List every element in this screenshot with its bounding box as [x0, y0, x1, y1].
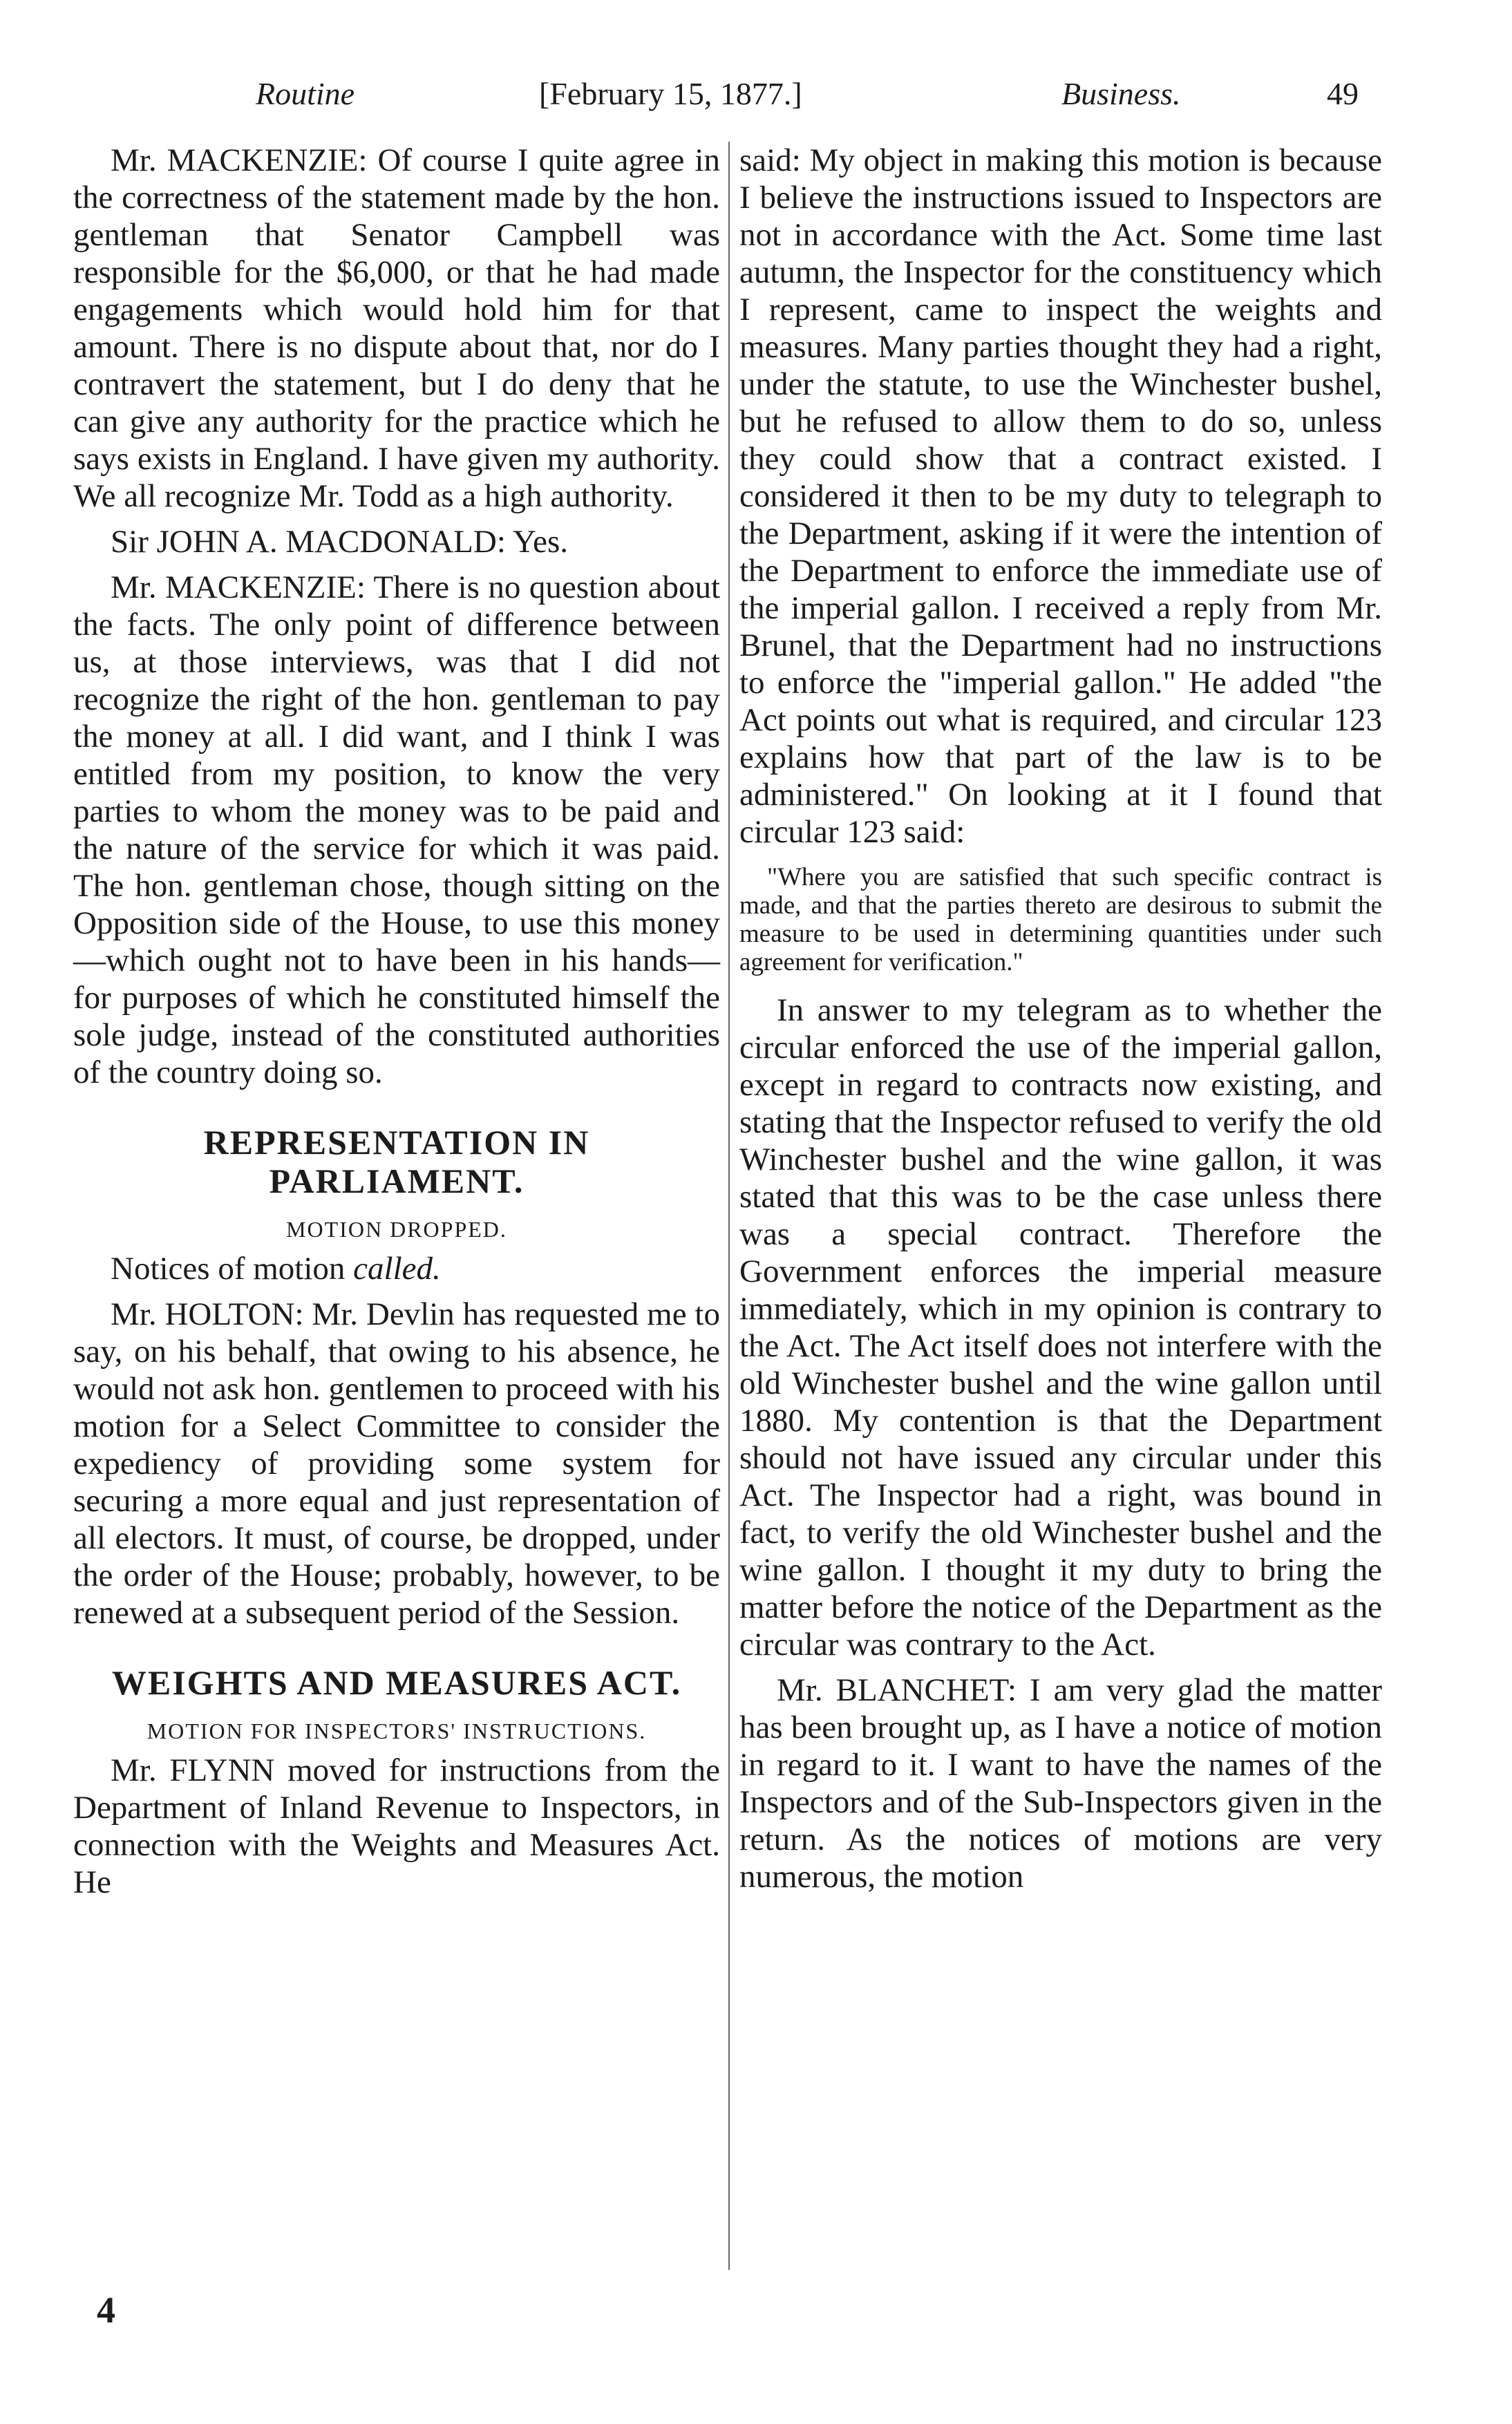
signature-mark: 4 [97, 2289, 115, 2331]
left-column [73, 142, 720, 1901]
page-number: 49 [1327, 76, 1359, 111]
column-divider [728, 142, 730, 2270]
right-column [739, 142, 1382, 1895]
block-quote: "Where you are satisfied that such specific contract is made, and that the parties thereto are desirous to submit the measure to be used in determining quantities under such agreement for verification." [739, 863, 1382, 976]
paragraph: Mr. FLYNN moved for instructions from the Department of Inland Revenue to Inspectors, in connection with the Weights and Measures Act. He [73, 1752, 720, 1900]
header-right: Business. [1061, 76, 1181, 111]
header-date: [February 15, 1877.] [539, 76, 802, 111]
subheading: MOTION FOR INSPECTORS' INSTRUCTIONS. [147, 1718, 647, 1743]
paragraph [73, 1250, 720, 1287]
paragraph: In answer to my telegram as to whether the circular enforced the use of the imperial gallon, except in regard to contracts now existing, and stating that the Inspector refused to verify the old Winchester bushel and the wine gallon, it was stated that this was to be the case unless there was a special contract. Therefore the Government enforces the imperial measure immediately, which in my opinion is contrary to the Act. The Act itself does not interfere with the old Winchester bushel and the wine gallon until 1880. My contention is that the Department should not have issued any circular under this Act. The Inspector had a right, was bound in fact, to verify the old Winchester bushel and the wine gallon. I thought it my duty to bring the matter before the notice of the Department as the circular was contrary to the Act. [739, 992, 1382, 1663]
section-heading: REPRESENTATION IN PARLIAMENT. [203, 1123, 590, 1200]
paragraph: Mr. MACKENZIE: There is no question about the facts. The only point of difference between us, at those interviews, was that I did not recognize the right of the hon. gentleman to pay the money at all. I did want, and I think I was entitled from my position, to know the very parties to whom the money was to be paid and the nature of the service for which it was paid. The hon. gentleman chose, though sitting on the Opposition side of the House, to use this money—which ought not to have been in his hands—for purposes of which he constituted himself the sole judge, instead of the constituted authorities of the country doing so. [73, 569, 720, 1090]
subheading: MOTION DROPPED. [286, 1217, 507, 1242]
paragraph: Mr. MACKENZIE: Of course I quite agree in the correctness of the statement made by the hon. gentleman that Senator Campbell was responsible for the $6,000, or that he had made engagements which would hold him for that amount. There is no dispute about that, nor do I contravert the statement, but I do deny that he can give any authority for the practice which he says exists in England. I have given my authority. We all recognize Mr. Todd as a high authority. [73, 142, 720, 514]
section-heading: WEIGHTS AND MEASURES ACT. [111, 1663, 682, 1702]
paragraph: Mr. HOLTON: Mr. Devlin has requested me to say, on his behalf, that owing to his absence, he would not ask hon. gentlemen to proceed with his motion for a Select Committee to consider the expediency of providing some system for securing a more equal and just representation of all electors. It must, of course, be dropped, under the order of the House; probably, however, to be renewed at a subsequent period of the Session. [73, 1296, 720, 1631]
paragraph: said: My object in making this motion is because I believe the instructions issued to Inspectors are not in accordance with the Act. Some time last autumn, the Inspector for the constituency which I represent, came to inspect the weights and measures. Many parties thought they had a right, under the statute, to use the Winchester bushel, but he refused to allow them to do so, unless they could show that a contract existed. I considered it then to be my duty to telegraph to the Department, asking if it were the intention of the Department to enforce the immediate use of the imperial gallon. I received a reply from Mr. Brunel, that the Department had no instructions to enforce the "imperial gallon." He added "the Act points out what is required, and circular 123 explains how that part of the law is to be administered." On looking at it I found that circular 123 said: [739, 142, 1382, 850]
header-left: Routine [256, 76, 355, 111]
paragraph-text: Notices of motion [111, 1251, 354, 1287]
italic-text: called. [353, 1251, 441, 1287]
paragraph: Mr. BLANCHET: I am very glad the matter has been brought up, as I have a notice of motion in regard to it. I want to have the names of the Inspectors and of the Sub-Inspectors given in the return. As the notices of motions are very numerous, the motion [739, 1672, 1382, 1895]
paragraph: Sir JOHN A. MACDONALD: Yes. [111, 524, 569, 560]
